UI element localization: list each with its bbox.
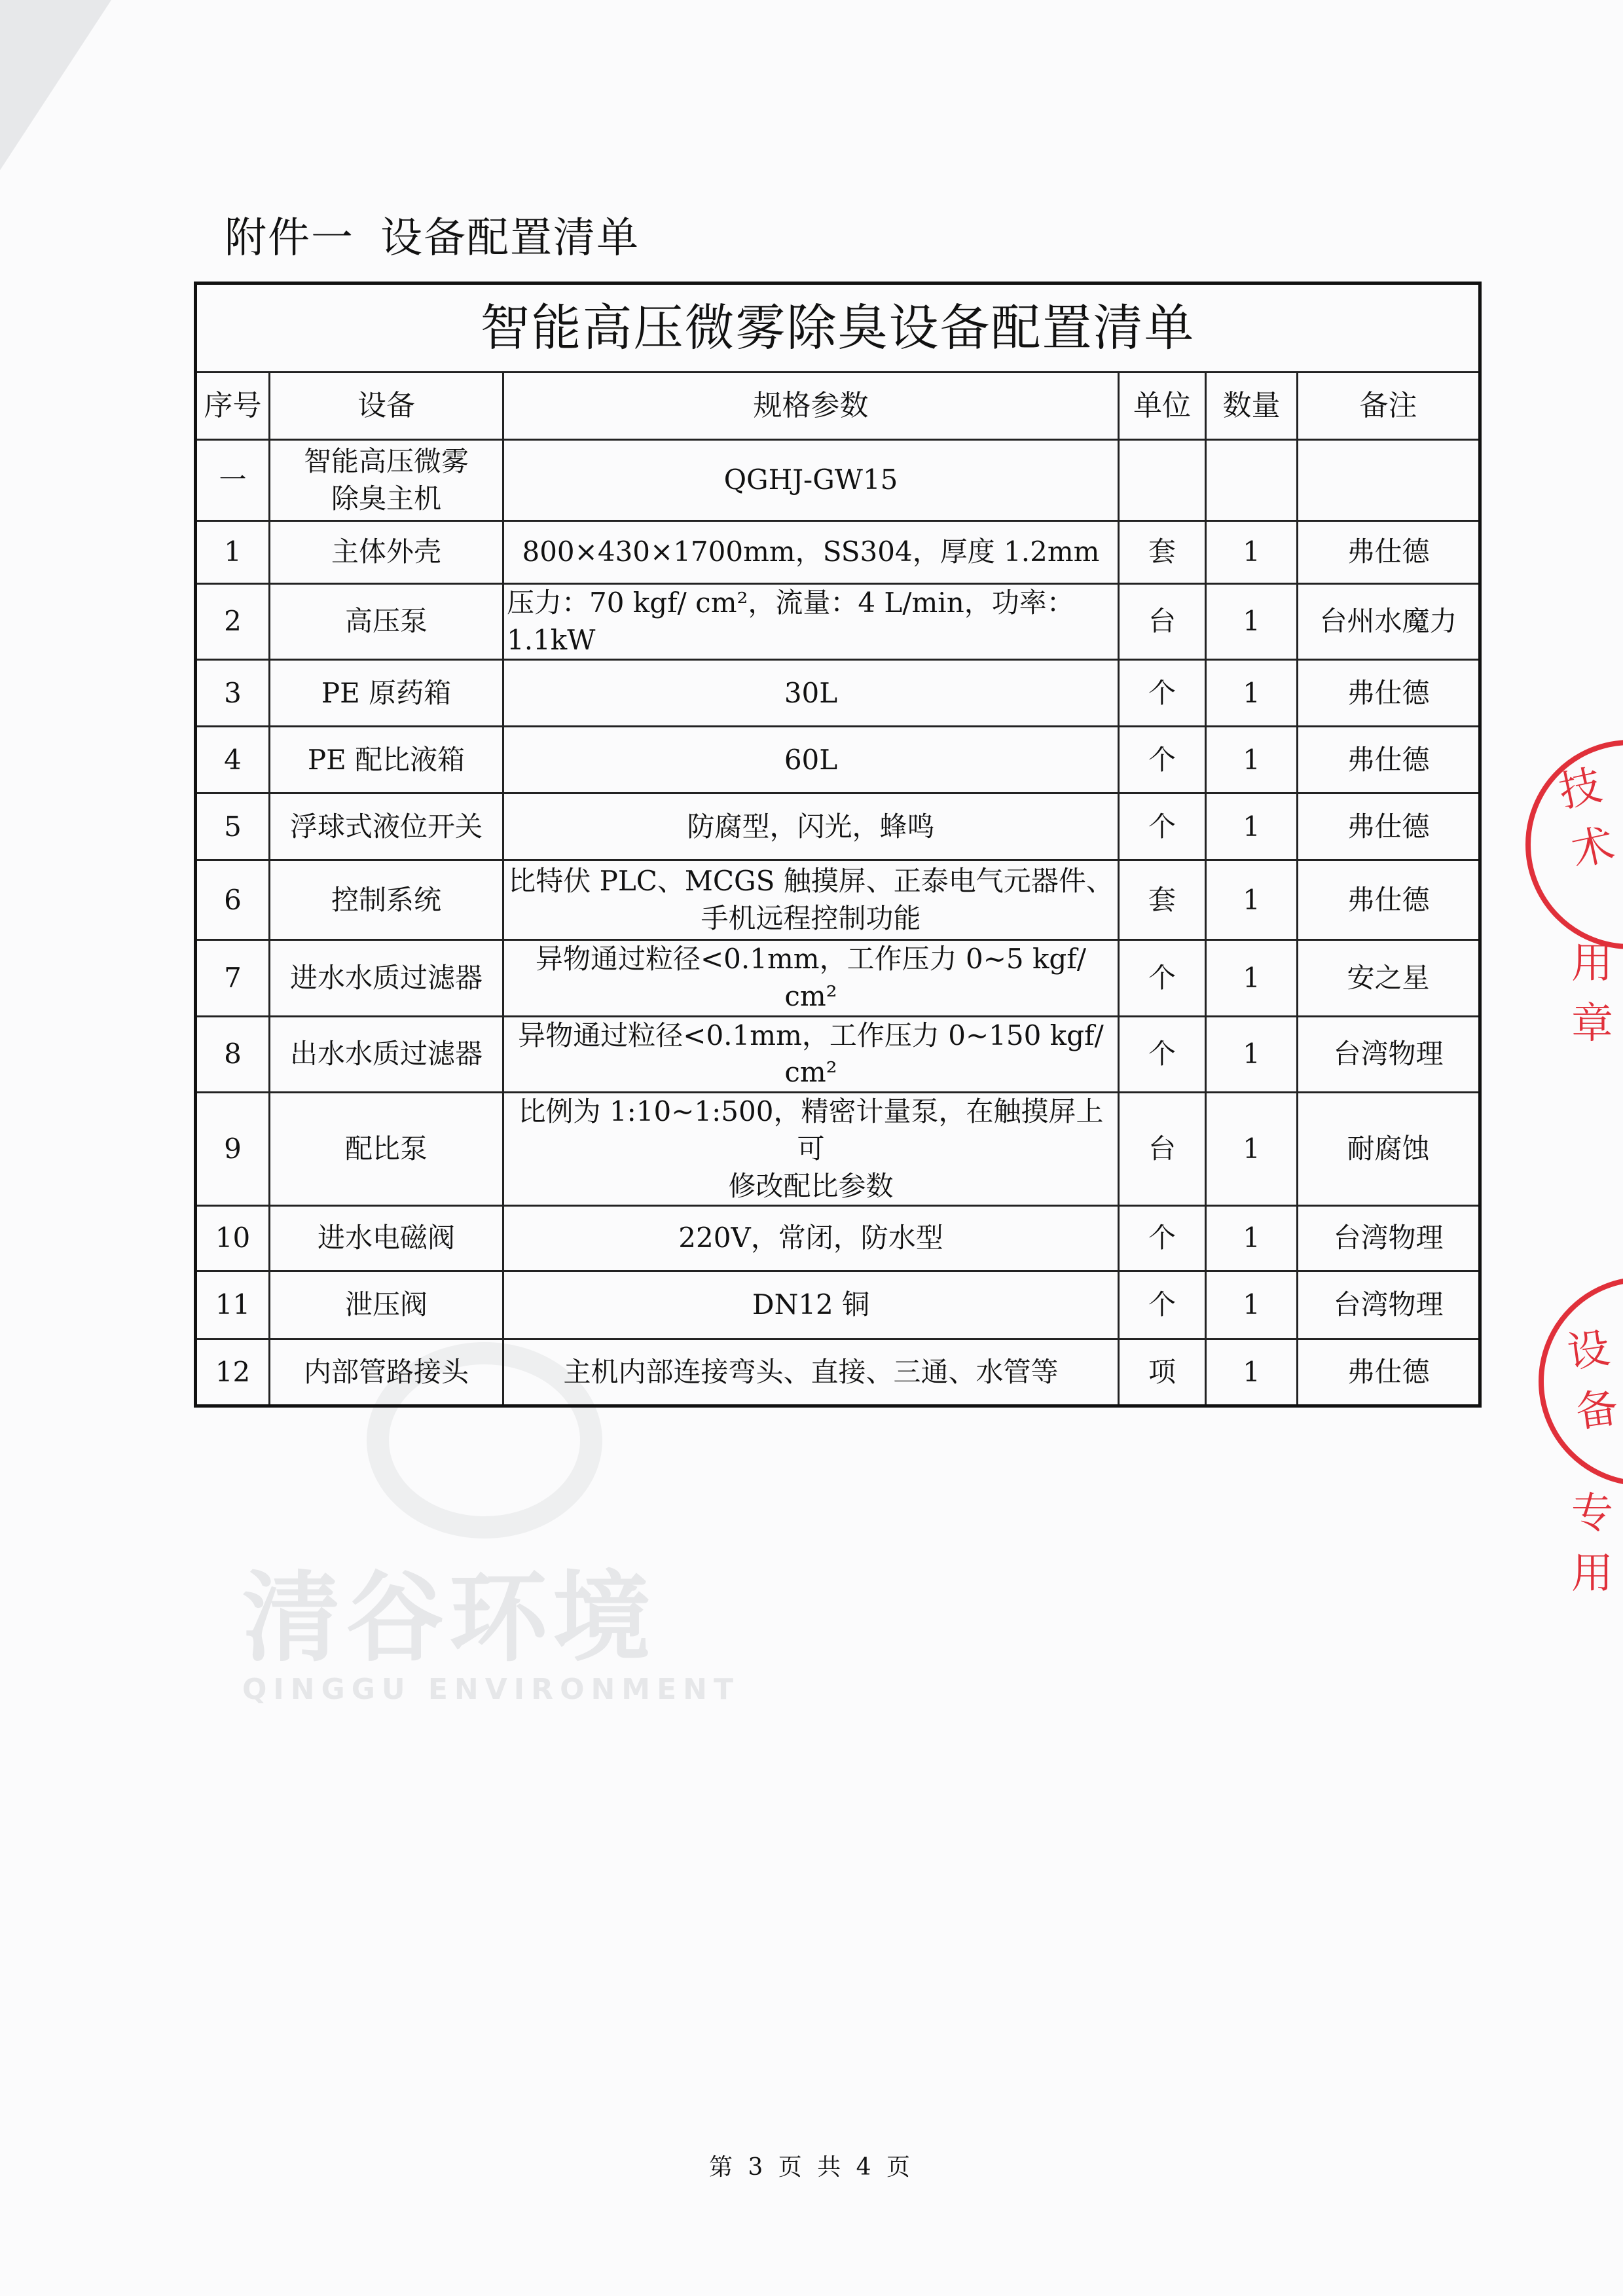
cell-name: 配比泵 <box>270 1093 503 1206</box>
table-row <box>196 1339 1480 1406</box>
cell-qty: 1 <box>1206 940 1298 1016</box>
cell-name: 泄压阀 <box>270 1271 503 1339</box>
cell-note: 弗仕德 <box>1298 793 1480 860</box>
cell-no: 1 <box>196 521 270 584</box>
cell-unit: 个 <box>1119 1206 1206 1271</box>
cell-unit: 个 <box>1119 940 1206 1016</box>
cell-unit <box>1119 440 1206 521</box>
cell-name-line2: 除臭主机 <box>331 482 441 515</box>
cell-unit: 台 <box>1119 1093 1206 1206</box>
cell-spec: QGHJ-GW15 <box>503 440 1119 521</box>
cell-name: 进水水质过滤器 <box>270 940 503 1016</box>
cell-no: 10 <box>196 1206 270 1271</box>
seal-text: 专用 <box>1571 1489 1613 1598</box>
col-header-spec: 规格参数 <box>503 373 1119 440</box>
col-header-device: 设备 <box>270 373 503 440</box>
cell-no: 4 <box>196 727 270 793</box>
cell-note: 弗仕德 <box>1298 727 1480 793</box>
seal-text: 技术 <box>1554 761 1619 877</box>
cell-qty: 1 <box>1206 860 1298 940</box>
table-row <box>196 1093 1480 1206</box>
table-row <box>196 584 1480 660</box>
table-row <box>196 940 1480 1016</box>
cell-qty: 1 <box>1206 660 1298 727</box>
table-header-row <box>196 373 1480 440</box>
cell-spec <box>503 860 1119 940</box>
cell-no: 11 <box>196 1271 270 1339</box>
table-title: 智能高压微雾除臭设备配置清单 <box>196 283 1480 373</box>
cell-unit: 套 <box>1119 860 1206 940</box>
cell-no: 8 <box>196 1016 270 1092</box>
col-header-qty: 数量 <box>1206 373 1298 440</box>
page-fold-corner <box>0 0 111 170</box>
cell-name: PE 配比液箱 <box>270 727 503 793</box>
attachment-prefix: 附件一 <box>225 214 354 263</box>
cell-name: 控制系统 <box>270 860 503 940</box>
cell-spec: 异物通过粒径<0.1mm，工作压力 0~150 kgf/ cm² <box>503 1016 1119 1092</box>
table-row <box>196 1016 1480 1092</box>
cell-note: 弗仕德 <box>1298 860 1480 940</box>
cell-note: 台州水魔力 <box>1298 584 1480 660</box>
cell-unit: 个 <box>1119 727 1206 793</box>
cell-name-line1: 智能高压微雾 <box>303 445 469 477</box>
cell-spec: 60L <box>503 727 1119 793</box>
cell-note: 安之星 <box>1298 940 1480 1016</box>
cell-spec: 防腐型，闪光，蜂鸣 <box>503 793 1119 860</box>
table-row-main <box>196 440 1480 521</box>
attachment-heading <box>225 204 640 264</box>
cell-qty: 1 <box>1206 1093 1298 1206</box>
cell-spec-line1: 比特伏 PLC、MCGS 触摸屏、正泰电气元器件、 <box>508 865 1114 898</box>
attachment-title: 设备配置清单 <box>380 214 640 263</box>
cell-no: 7 <box>196 940 270 1016</box>
cell-no: 2 <box>196 584 270 660</box>
col-header-no: 序号 <box>196 373 270 440</box>
cell-note: 弗仕德 <box>1298 1339 1480 1406</box>
cell-qty: 1 <box>1206 727 1298 793</box>
cell-name: PE 原药箱 <box>270 660 503 727</box>
cell-name <box>270 440 503 521</box>
cell-qty: 1 <box>1206 1271 1298 1339</box>
cell-no: 一 <box>196 440 270 521</box>
cell-no: 6 <box>196 860 270 940</box>
cell-spec: 主机内部连接弯头、直接、三通、水管等 <box>503 1339 1119 1406</box>
cell-no: 3 <box>196 660 270 727</box>
cell-unit: 项 <box>1119 1339 1206 1406</box>
cell-spec <box>503 1093 1119 1206</box>
page-footer: 第 3 页 共 4 页 <box>708 2154 915 2181</box>
cell-qty: 1 <box>1206 1016 1298 1092</box>
cell-spec-line1: 比例为 1:10~1:500，精密计量泵，在触摸屏上可 <box>518 1095 1104 1165</box>
cell-unit: 个 <box>1119 1271 1206 1339</box>
cell-spec: 220V，常闭，防水型 <box>503 1206 1119 1271</box>
cell-unit: 台 <box>1119 584 1206 660</box>
cell-note: 台湾物理 <box>1298 1271 1480 1339</box>
cell-name: 浮球式液位开关 <box>270 793 503 860</box>
cell-note: 弗仕德 <box>1298 521 1480 584</box>
table-row <box>196 660 1480 727</box>
cell-no: 9 <box>196 1093 270 1206</box>
equipment-config-table <box>194 282 1482 1408</box>
cell-qty: 1 <box>1206 521 1298 584</box>
cell-note: 台湾物理 <box>1298 1206 1480 1271</box>
cell-note: 台湾物理 <box>1298 1016 1480 1092</box>
cell-note <box>1298 440 1480 521</box>
cell-unit: 个 <box>1119 793 1206 860</box>
cell-name: 进水电磁阀 <box>270 1206 503 1271</box>
cell-name: 出水水质过滤器 <box>270 1016 503 1092</box>
cell-qty <box>1206 440 1298 521</box>
cell-qty: 1 <box>1206 793 1298 860</box>
cell-note: 耐腐蚀 <box>1298 1093 1480 1206</box>
cell-spec-line2: 修改配比参数 <box>728 1169 894 1202</box>
cell-spec: DN12 铜 <box>503 1271 1119 1339</box>
col-header-unit: 单位 <box>1119 373 1206 440</box>
cell-unit: 个 <box>1119 660 1206 727</box>
cell-no: 5 <box>196 793 270 860</box>
seal-text: 设备 <box>1564 1324 1622 1438</box>
watermark-company-en: QINGGU ENVIRONMENT <box>242 1673 740 1706</box>
table-row <box>196 860 1480 940</box>
company-watermark <box>242 1561 740 1706</box>
table-row <box>196 727 1480 793</box>
cell-name: 主体外壳 <box>270 521 503 584</box>
cell-spec: 800×430×1700mm，SS304，厚度 1.2mm <box>503 521 1119 584</box>
table-row <box>196 521 1480 584</box>
cell-name: 高压泵 <box>270 584 503 660</box>
watermark-company-cn: 清谷环境 <box>242 1561 657 1675</box>
cell-spec-line2: 手机远程控制功能 <box>701 902 921 934</box>
cell-spec: 压力：70 kgf/ cm²，流量：4 L/min，功率：1.1kW <box>503 584 1119 660</box>
cell-unit: 个 <box>1119 1016 1206 1092</box>
table-row <box>196 1271 1480 1339</box>
table-row <box>196 1206 1480 1271</box>
cell-spec: 30L <box>503 660 1119 727</box>
cell-unit: 套 <box>1119 521 1206 584</box>
cell-spec: 异物通过粒径<0.1mm，工作压力 0~5 kgf/ cm² <box>503 940 1119 1016</box>
table-row <box>196 793 1480 860</box>
cell-note: 弗仕德 <box>1298 660 1480 727</box>
col-header-note: 备注 <box>1298 373 1480 440</box>
cell-qty: 1 <box>1206 1339 1298 1406</box>
cell-qty: 1 <box>1206 1206 1298 1271</box>
cell-qty: 1 <box>1206 584 1298 660</box>
cell-no: 12 <box>196 1339 270 1406</box>
seal-text: 用章 <box>1571 939 1613 1048</box>
cell-name: 内部管路接头 <box>270 1339 503 1406</box>
